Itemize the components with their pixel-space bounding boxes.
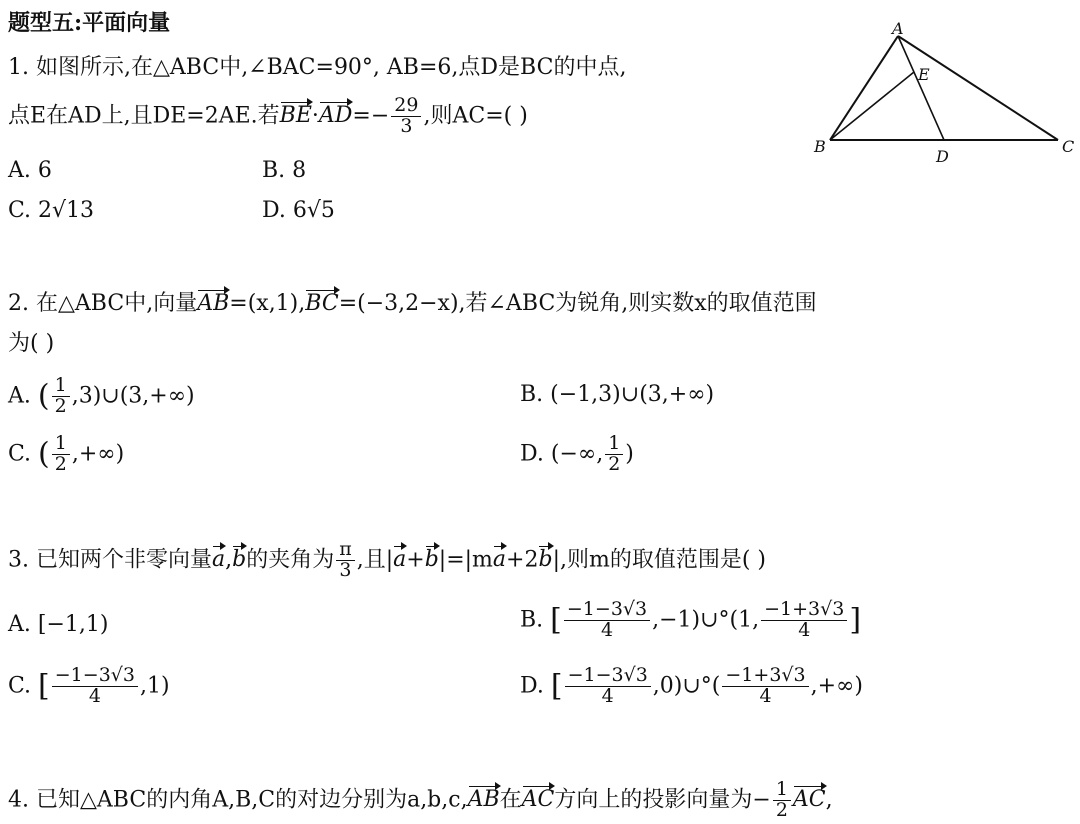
q3-option-c[interactable]: C. [ $\frac{-1-3√3}{4}$ ,1) — [8, 664, 170, 707]
q1-option-c[interactable]: C. 2√13 — [8, 198, 95, 223]
q2-option-c[interactable]: C. ( $\frac{1}{2}$ ,+∞) — [8, 432, 125, 475]
label-B: B — [814, 137, 826, 156]
q2-option-b[interactable]: B. (−1,3)∪(3,+∞) — [520, 382, 715, 407]
q1-line2: 点E在AD上,且DE=2AE.若BE·AD=− $\frac{29}{3}$ ,则AC=( ) — [8, 94, 528, 137]
section-title: 题型五:平面向量 — [8, 10, 171, 36]
q2-option-d[interactable]: D. (−∞, $\frac{1}{2}$ ) — [520, 432, 634, 475]
q2-line2: 为( ) — [8, 331, 55, 356]
label-A: A — [892, 19, 904, 38]
q1-option-a[interactable]: A. 6 — [8, 158, 52, 183]
triangle-figure — [800, 18, 1080, 168]
q1-option-b[interactable]: B. 8 — [262, 158, 307, 183]
q4-line1: 4. 已知△ABC的内角A,B,C的对边分别为a,b,c,AB在AC方向上的投影向量为− $\frac{1}{2}$ AC, — [8, 778, 833, 821]
q1-line1: 1. 如图所示,在△ABC中,∠BAC=90°, AB=6,点D是BC的中点, — [8, 55, 627, 80]
q2-option-a[interactable]: A. ( $\frac{1}{2}$ ,3)∪(3,+∞) — [8, 374, 195, 417]
q2-line1: 2. 在△ABC中,向量AB=(x,1),BC=(−3,2−x),若∠ABC为锐角,则实数x的取值范围 — [8, 291, 817, 316]
q3-option-d[interactable]: D. [ $\frac{-1-3√3}{4}$ ,0)∪°( $\frac{-1+3√3}{4}$ ,+∞) — [520, 664, 863, 707]
q1-option-d[interactable]: D. 6√5 — [262, 198, 335, 223]
label-C: C — [1062, 137, 1075, 156]
q3-option-b[interactable]: B. [ $\frac{-1-3√3}{4}$ ,−1)∪°(1, $\frac{-1+3√3}{4}$ ] — [520, 598, 862, 641]
label-D: D — [936, 147, 949, 166]
label-E: E — [918, 65, 930, 84]
q3-line1: 3. 已知两个非零向量a,b的夹角为 $\frac{\pi}{3}$ ,且|a+b|=|ma+2b|,则m的取值范围是( ) — [8, 538, 766, 581]
q3-option-a[interactable]: A. [−1,1) — [8, 612, 109, 637]
